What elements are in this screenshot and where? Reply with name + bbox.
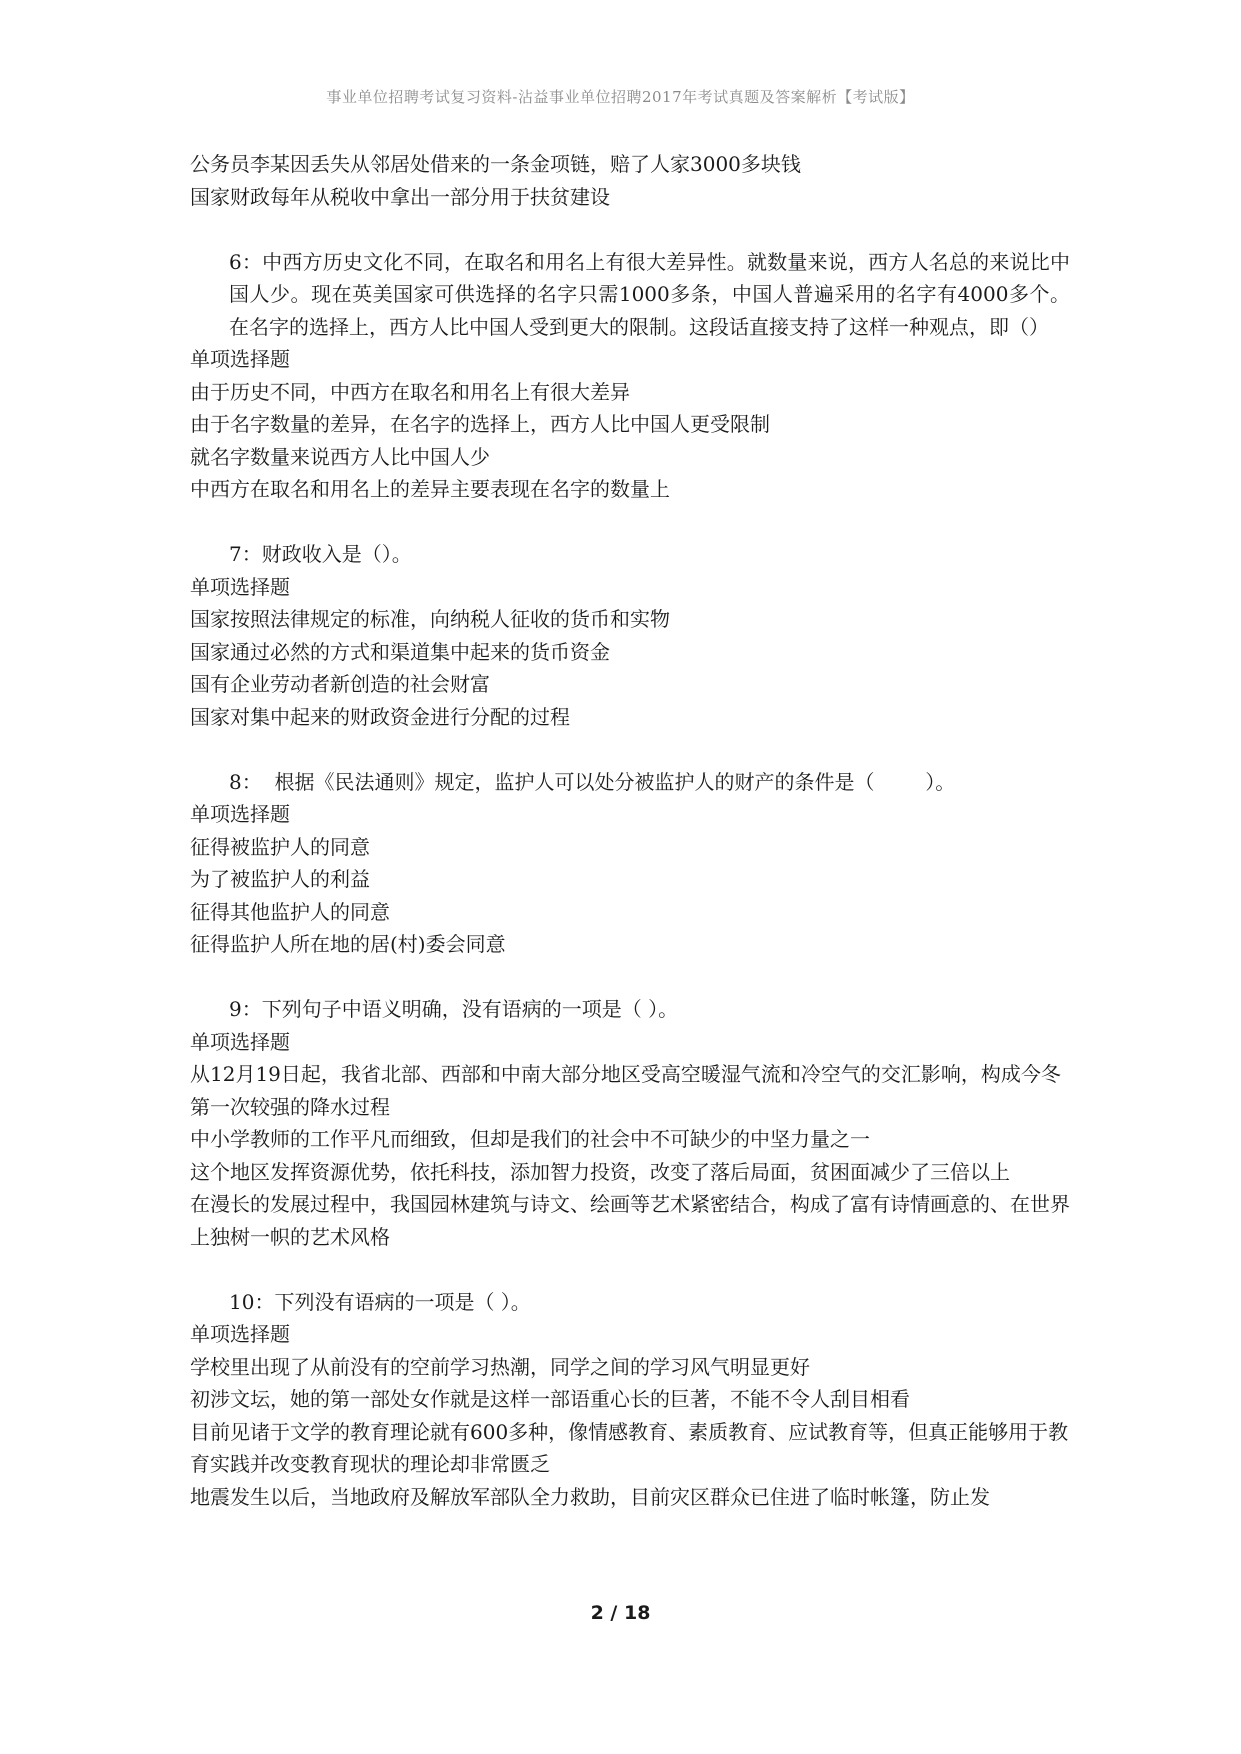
option: 中西方在取名和用名上的差异主要表现在名字的数量上 — [190, 477, 670, 501]
option: 国家按照法律规定的标准，向纳税人征收的货币和实物 — [190, 607, 670, 631]
option: 初涉文坛，她的第一部处女作就是这样一部语重心长的巨著，不能不令人刮目相看 — [190, 1387, 910, 1411]
question-stem: 9：下列句子中语义明确，没有语病的一项是（ ）。 — [229, 997, 679, 1021]
option: 国有企业劳动者新创造的社会财富 — [190, 672, 490, 696]
option: 就名字数量来说西方人比中国人少 — [190, 444, 490, 469]
option: 中小学教师的工作平凡而细致，但却是我们的社会中不可缺少的中坚力量之一 — [190, 1127, 870, 1151]
question-stem: 8： 根据《民法通则》规定，监护人可以处分被监护人的财产的条件是（ ）。 — [229, 769, 956, 794]
option: 目前见诸于文学的教育理论就有600多种，像情感教育、素质教育、应试教育等，但真正能够用于教育实践并改变教育现状的理论却非常匮乏 — [190, 1419, 1069, 1476]
question-stem: 6：中西方历史文化不同，在取名和用名上有很大差异性。就数量来说，西方人名总的来说比中国人少。现在英美国家可供选择的名字只需1000多条，中国人普遍采用的名字有4000多个。在名字的选择上，西方人比中国人受到更大的限制。这段话直接支持了这样一种观点，即（） — [229, 249, 1070, 339]
question-6 — [190, 246, 1070, 506]
intro-line: 国家财政每年从税收中拿出一部分用于扶贫建设 — [190, 184, 610, 209]
question-type: 单项选择题 — [190, 574, 290, 599]
option: 征得其他监护人的同意 — [190, 899, 390, 924]
option: 学校里出现了从前没有的空前学习热潮，同学之间的学习风气明显更好 — [190, 1354, 810, 1379]
option: 由于名字数量的差异，在名字的选择上，西方人比中国人更受限制 — [190, 412, 770, 436]
option: 地震发生以后，当地政府及解放军部队全力救助，目前灾区群众已住进了临时帐篷，防止发 — [190, 1484, 990, 1509]
question-stem: 7：财政收入是（）。 — [229, 542, 412, 566]
option: 从12月19日起，我省北部、西部和中南大部分地区受高空暖湿气流和冷空气的交汇影响，构成今冬第一次较强的降水过程 — [190, 1062, 1061, 1119]
question-9 — [190, 993, 1070, 1253]
intro-line: 公务员李某因丢失从邻居处借来的一条金项链，赔了人家3000多块钱 — [190, 152, 801, 176]
option: 为了被监护人的利益 — [190, 867, 370, 891]
option: 国家通过必然的方式和渠道集中起来的货币资金 — [190, 639, 610, 664]
option: 国家对集中起来的财政资金进行分配的过程 — [190, 704, 570, 729]
question-type: 单项选择题 — [190, 347, 290, 371]
question-type: 单项选择题 — [190, 1029, 290, 1054]
question-stem: 10：下列没有语病的一项是（ ）。 — [229, 1289, 531, 1314]
question-10 — [190, 1286, 1070, 1514]
question-8 — [190, 766, 1070, 961]
option: 征得监护人所在地的居(村)委会同意 — [190, 932, 506, 956]
question-type: 单项选择题 — [190, 802, 290, 826]
page-content — [190, 148, 1070, 1513]
page-header: 事业单位招聘考试复习资料-沾益事业单位招聘2017年考试真题及答案解析【考试版】 — [326, 88, 915, 106]
option: 征得被监护人的同意 — [190, 834, 370, 859]
option: 在漫长的发展过程中，我国园林建筑与诗文、绘画等艺术紧密结合，构成了富有诗情画意的、在世界上独树一帜的艺术风格 — [190, 1192, 1070, 1249]
page-number: 2 / 18 — [590, 1602, 651, 1624]
option: 这个地区发挥资源优势，依托科技，添加智力投资，改变了落后局面，贫困面减少了三倍以上 — [190, 1159, 1010, 1184]
question-type: 单项选择题 — [190, 1322, 290, 1346]
option: 由于历史不同，中西方在取名和用名上有很大差异 — [190, 379, 630, 404]
question-7 — [190, 538, 1070, 733]
